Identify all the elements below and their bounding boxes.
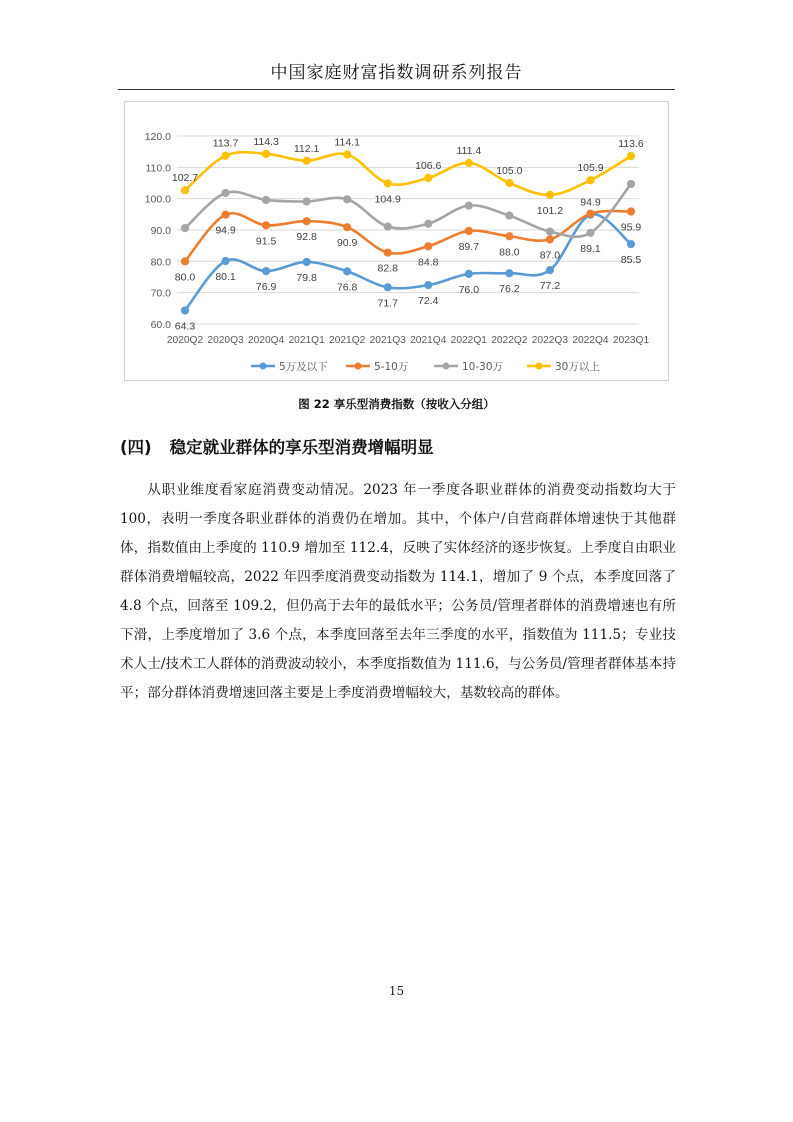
data-label: 89.1 — [580, 242, 601, 255]
data-label: 79.8 — [296, 271, 317, 284]
data-point — [344, 268, 351, 275]
legend-marker — [536, 363, 543, 370]
data-label: 113.6 — [618, 138, 644, 151]
x-tick-label: 2021Q1 — [288, 335, 325, 346]
data-point — [587, 177, 594, 184]
data-label: 76.9 — [255, 281, 277, 294]
data-point — [222, 189, 229, 196]
data-point — [506, 212, 513, 219]
data-label: 91.5 — [255, 235, 277, 248]
section-number: (四) — [120, 438, 152, 457]
data-point — [587, 210, 594, 217]
data-point — [303, 218, 310, 225]
data-label: 112.1 — [293, 142, 320, 155]
data-point — [506, 233, 513, 240]
legend-label: 10-30万 — [462, 361, 504, 373]
data-label: 92.8 — [296, 231, 317, 244]
x-tick-label: 2021Q4 — [410, 335, 447, 346]
data-point — [425, 243, 432, 250]
data-label: 77.2 — [539, 280, 561, 293]
x-tick-label: 2020Q4 — [247, 335, 285, 346]
data-point — [627, 152, 634, 159]
data-label: 106.6 — [415, 159, 442, 172]
data-point — [384, 223, 391, 230]
data-point — [546, 267, 553, 274]
data-label: 76.2 — [499, 283, 520, 296]
data-label: 76.0 — [458, 283, 480, 296]
line-chart — [125, 102, 668, 380]
data-label: 71.7 — [377, 297, 398, 310]
y-tick-label: 70.0 — [150, 287, 171, 300]
x-tick-label: 2021Q3 — [369, 335, 406, 346]
x-tick-label: 2022Q2 — [491, 335, 528, 346]
data-label: 105.0 — [496, 165, 523, 177]
data-point — [546, 236, 553, 243]
x-tick-label: 2022Q1 — [450, 335, 487, 346]
data-point — [465, 202, 472, 209]
x-tick-label: 2022Q3 — [531, 335, 569, 346]
legend-label: 30万以上 — [555, 361, 600, 373]
data-point — [425, 220, 432, 227]
data-label: 105.9 — [577, 162, 604, 175]
data-point — [384, 284, 391, 291]
data-label: 89.7 — [458, 240, 480, 253]
data-label: 72.4 — [418, 295, 439, 308]
data-label: 85.5 — [620, 254, 642, 267]
data-point — [465, 159, 472, 166]
legend-marker — [443, 363, 450, 370]
legend-label: 5-10万 — [374, 361, 409, 373]
data-label: 95.9 — [620, 221, 642, 234]
report-header-title: 中国家庭财富指数调研系列报告 — [270, 63, 523, 83]
legend-marker — [355, 363, 362, 370]
y-tick-label: 110.0 — [145, 162, 171, 175]
x-tick-label: 2020Q3 — [207, 335, 244, 346]
data-point — [181, 187, 188, 194]
data-label: 113.7 — [212, 137, 239, 150]
data-label: 101.2 — [536, 204, 564, 217]
data-point — [384, 180, 391, 187]
data-point — [181, 258, 188, 265]
data-label: 64.3 — [174, 320, 196, 333]
data-point — [262, 267, 269, 274]
figure-caption: 图 22 享乐型消费指数（按收入分组） — [298, 397, 495, 411]
data-point — [546, 191, 553, 198]
data-label: 90.9 — [336, 237, 358, 250]
data-point — [627, 208, 634, 215]
data-point — [344, 196, 351, 203]
data-label: 94.9 — [580, 196, 601, 209]
data-point — [627, 241, 634, 248]
data-point — [262, 150, 269, 157]
data-point — [465, 227, 472, 234]
data-point — [303, 157, 310, 164]
data-point — [384, 249, 391, 256]
data-label: 104.9 — [374, 193, 401, 206]
data-point — [465, 270, 472, 277]
data-point — [344, 224, 351, 231]
data-label: 114.3 — [253, 135, 279, 148]
x-tick-label: 2023Q1 — [612, 335, 650, 346]
y-tick-label: 60.0 — [150, 319, 171, 331]
data-point — [425, 174, 432, 181]
data-label: 102.7 — [171, 172, 199, 185]
data-point — [587, 229, 594, 236]
data-point — [181, 307, 188, 314]
data-label: 82.8 — [377, 262, 398, 275]
data-label: 94.9 — [215, 224, 236, 237]
data-point — [627, 180, 634, 187]
data-label: 111.4 — [456, 144, 482, 157]
data-point — [262, 222, 269, 229]
legend-label: 5万及以下 — [279, 361, 328, 373]
x-tick-label: 2020Q2 — [166, 335, 204, 346]
x-tick-label: 2022Q4 — [572, 335, 609, 346]
y-tick-label: 120.0 — [144, 131, 171, 143]
series-line — [185, 152, 631, 195]
data-point — [222, 211, 229, 218]
section-title: 稳定就业群体的享乐型消费增幅明显 — [169, 438, 434, 457]
data-point — [546, 228, 553, 235]
data-point — [506, 270, 513, 277]
y-tick-label: 90.0 — [150, 225, 171, 237]
data-point — [344, 151, 351, 158]
y-tick-label: 100.0 — [144, 193, 171, 206]
body-paragraph: 从职业维度看家庭消费变动情况。2023 年一季度各职业群体的消费变动指数均大于 100，表明一季度各职业群体的消费仍在增加。其中，个体户/自营商群体增速快于其他群体，指数值由上季度的 110.9 增加至 112.4，反映了实体经济的逐步恢复。上季度自由职业群体消费增幅较高，2022 年四季度消费变动指数为 114.1，增加了 9 个点，本季度回落了 4.8 个点，回落至 109.2，但仍高于去年的最低水平；公务员/管理者群体的消费增速也有所下滑，上季度增加了 3.6 个点，本季度回落至去年三季度的水平，指数值为 111.5；专业技术人士/技术工人群体的消费波动较小，本季度指数值为 111.6，与公务员/管理者群体基本持平；部分群体消费增速回落主要是上季度消费增幅较大，基数较高的群体。 — [120, 482, 676, 701]
section-heading — [120, 434, 434, 458]
page-number: 15 — [388, 984, 405, 998]
data-point — [222, 257, 229, 264]
data-point — [425, 282, 432, 289]
data-label: 76.8 — [336, 281, 358, 294]
data-label: 114.1 — [334, 136, 360, 149]
data-label: 84.8 — [418, 256, 439, 269]
data-point — [506, 179, 513, 186]
data-point — [181, 225, 188, 232]
data-label: 88.0 — [499, 246, 520, 259]
data-point — [303, 258, 310, 265]
line-chart-container — [124, 101, 669, 381]
data-label: 87.0 — [539, 249, 561, 262]
data-point — [303, 198, 310, 205]
legend-marker — [260, 363, 267, 370]
data-label: 80.1 — [215, 271, 236, 284]
data-point — [222, 152, 229, 159]
x-tick-label: 2021Q2 — [329, 335, 366, 346]
header-divider — [118, 89, 675, 90]
data-point — [262, 196, 269, 203]
data-label: 80.0 — [174, 271, 196, 284]
y-tick-label: 80.0 — [150, 256, 171, 269]
